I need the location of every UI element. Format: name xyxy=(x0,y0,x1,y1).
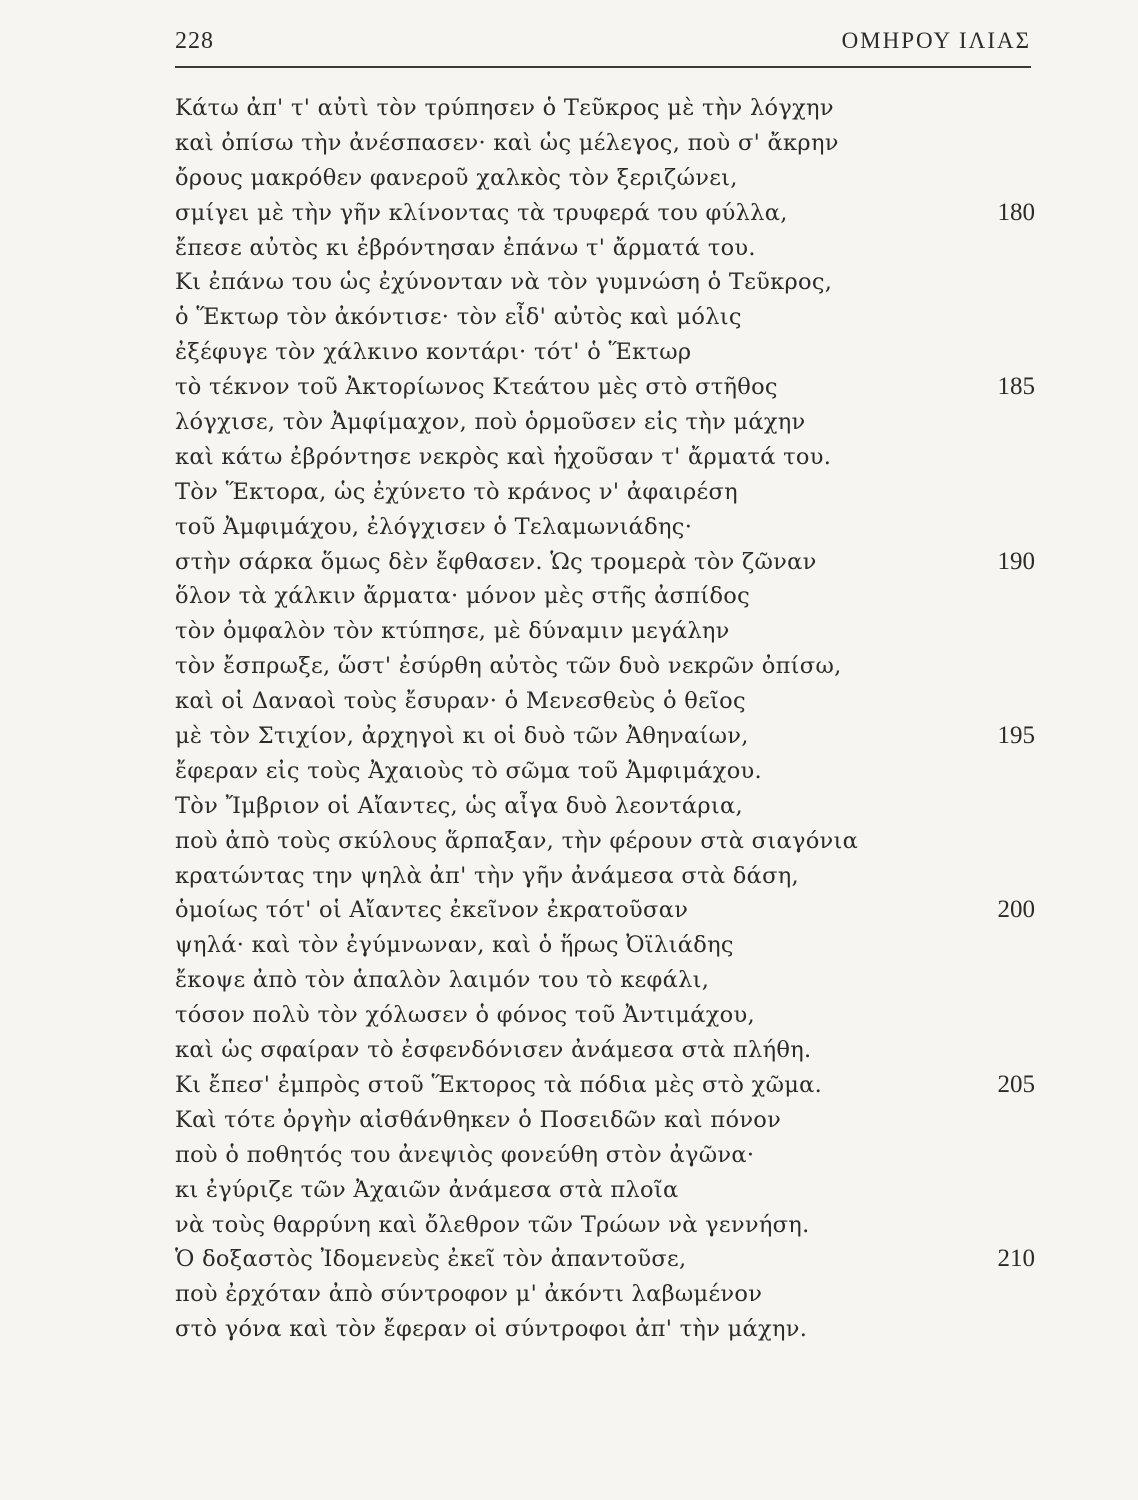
verse-line xyxy=(175,1277,1035,1312)
verse-line xyxy=(175,789,1035,824)
verse-text: ἔπεσε αὐτὸς κι ἐβρόντησαν ἐπάνω τ' ἄρματά του. xyxy=(175,234,756,261)
verse-text: κι ἐγύριζε τῶν Ἀχαιῶν ἀνάμεσα στὰ πλοῖα xyxy=(175,1176,679,1203)
verse-line xyxy=(175,1173,1035,1208)
verse-number: 205 xyxy=(997,1070,1035,1098)
verse-line xyxy=(175,1033,1035,1068)
verse-number: 190 xyxy=(997,547,1035,575)
verse-text: Τὸν Ἕκτορα, ὡς ἐχύνετο τὸ κράνος ν' ἀφαιρέση xyxy=(175,478,738,505)
verse-text: τὸν ὀμφαλὸν τὸν κτύπησε, μὲ δύναμιν μεγάλην xyxy=(175,618,730,645)
verse-line xyxy=(175,440,1035,475)
verse-text: Κι ἐπάνω του ὡς ἐχύνονταν νὰ τὸν γυμνώση ὁ Τεῦκρος, xyxy=(175,269,833,296)
verse-line xyxy=(175,614,1035,649)
verse-number: 180 xyxy=(997,198,1035,226)
verse-line xyxy=(175,1138,1035,1173)
verse-line xyxy=(175,265,1035,300)
verse-text: ἐξέφυγε τὸν χάλκινο κοντάρι· τότ' ὁ Ἕκτωρ xyxy=(175,339,692,366)
verse-text: ποὺ ἀπὸ τοὺς σκύλους ἅρπαξαν, τὴν φέρουν στὰ σιαγόνια xyxy=(175,827,859,854)
verse-line xyxy=(175,928,1035,963)
verse-text: Καὶ τότε ὀργὴν αἰσθάνθηκεν ὁ Ποσειδῶν καὶ πόνον xyxy=(175,1106,782,1133)
verse-text: λόγχισε, τὸν Ἀμφίμαχον, ποὺ ὁρμοῦσεν εἰς τὴν μάχην xyxy=(175,409,806,436)
verse-text: Κάτω ἀπ' τ' αὐτὶ τὸν τρύπησεν ὁ Τεῦκρος μὲ τὴν λόγχην xyxy=(175,95,834,121)
verse-line xyxy=(175,335,1035,370)
verse-text: τὸν ἔσπρωξε, ὥστ' ἐσύρθη αὐτὸς τῶν δυὸ νεκρῶν ὀπίσω, xyxy=(175,653,842,680)
verse-text: καὶ ὡς σφαίραν τὸ ἐσφενδόνισεν ἀνάμεσα στὰ πλήθη. xyxy=(175,1037,812,1064)
verse-text: καὶ κάτω ἐβρόντησε νεκρὸς καὶ ἠχοῦσαν τ' ἄρματά του. xyxy=(175,443,832,470)
verse-line xyxy=(175,649,1035,684)
verse-line xyxy=(175,231,1035,266)
verse-line xyxy=(175,405,1035,440)
verse-line xyxy=(175,300,1035,335)
verse-line xyxy=(175,196,1035,231)
verse-text: ποὺ ἐρχόταν ἀπὸ σύντροφον μ' ἀκόντι λαβωμένον xyxy=(175,1281,763,1308)
verse-text: σμίγει μὲ τὴν γῆν κλίνοντας τὰ τρυφερά του φύλλα, xyxy=(175,199,788,226)
verse-line xyxy=(175,859,1035,894)
verse-line xyxy=(175,684,1035,719)
verse-line xyxy=(175,719,1035,754)
verse-line xyxy=(175,370,1035,405)
verse-line xyxy=(175,754,1035,789)
verse-line xyxy=(175,963,1035,998)
verse-line xyxy=(175,126,1035,161)
verse-text: καὶ οἱ Δαναοὶ τοὺς ἔσυραν· ὁ Μενεσθεὺς ὁ θεῖος xyxy=(175,688,746,715)
verse-text: ποὺ ὁ ποθητός του ἀνεψιὸς φονεύθη στὸν ἀγῶνα· xyxy=(175,1141,755,1168)
verse-text: ὁ Ἕκτωρ τὸν ἀκόντισε· τὸν εἶδ' αὐτὸς καὶ μόλις xyxy=(175,304,742,331)
verse-number: 185 xyxy=(997,373,1035,401)
verse-text: κρατώντας την ψηλὰ ἀπ' τὴν γῆν ἀνάμεσα στὰ δάση, xyxy=(175,862,800,889)
running-title: ΟΜΗΡΟΥ ΙΛΙΑΣ xyxy=(841,28,1031,53)
verse-text: ὄρους μακρόθεν φανεροῦ χαλκὸς τὸν ξεριζώνει, xyxy=(175,164,738,191)
verse-number: 200 xyxy=(997,896,1035,924)
verse-text: καὶ ὀπίσω τὴν ἀνέσπασεν· καὶ ὡς μέλεγος, ποὺ σ' ἄκρην xyxy=(175,129,839,156)
verse-number: 195 xyxy=(997,722,1035,750)
verse-line xyxy=(175,579,1035,614)
verse-number: 210 xyxy=(997,1245,1035,1273)
verse-line xyxy=(175,1068,1035,1103)
verse-text: μὲ τὸν Στιχίον, ἀρχηγοὶ κι οἱ δυὸ τῶν Ἀθηναίων, xyxy=(175,723,749,750)
verse-text: Ὁ δοξαστὸς Ἰδομενεὺς ἐκεῖ τὸν ἀπαντοῦσε, xyxy=(175,1246,687,1273)
verse-text: ὁμοίως τότ' οἱ Αἴαντες ἐκεῖνον ἐκρατοῦσαν xyxy=(175,897,689,924)
verse-text: στὴν σάρκα ὅμως δὲν ἔφθασεν. Ὡς τρομερὰ τὸν ζῶναν xyxy=(175,548,817,575)
verse-line xyxy=(175,475,1035,510)
verse-line xyxy=(175,893,1035,928)
verse-text: Τὸν Ἴμβριον οἱ Αἴαντες, ὡς αἶγα δυὸ λεοντάρια, xyxy=(175,792,744,819)
verse-line xyxy=(175,510,1035,545)
verse-text: νὰ τοὺς θαρρύνη καὶ ὄλεθρον τῶν Τρώων νὰ γεννήση. xyxy=(175,1211,810,1238)
verse-text: στὸ γόνα καὶ τὸν ἔφεραν οἱ σύντροφοι ἀπ' τὴν μάχην. xyxy=(175,1316,808,1343)
verse-line xyxy=(175,545,1035,580)
verse-line xyxy=(175,1103,1035,1138)
page-header xyxy=(175,26,1031,66)
verse-line xyxy=(175,1208,1035,1243)
verse-line xyxy=(175,824,1035,859)
verse-text: τόσον πολὺ τὸν χόλωσεν ὁ φόνος τοῦ Ἀντιμάχου, xyxy=(175,1002,755,1029)
verse-text: τὸ τέκνον τοῦ Ἀκτορίωνος Κτεάτου μὲς στὸ στῆθος xyxy=(175,374,778,401)
verse-line xyxy=(175,161,1035,196)
verse-text: ὅλον τὰ χάλκιν ἄρματα· μόνον μὲς στῆς ἀσπίδος xyxy=(175,583,751,610)
verse-line xyxy=(175,1242,1035,1277)
verse-block xyxy=(175,91,1035,1347)
verse-line xyxy=(175,998,1035,1033)
verse-text: ψηλά· καὶ τὸν ἐγύμνωναν, καὶ ὁ ἥρως Ὀϊλιάδης xyxy=(175,932,734,959)
verse-text: Κι ἔπεσ' ἐμπρὸς στοῦ Ἕκτορος τὰ πόδια μὲς στὸ χῶμα. xyxy=(175,1071,823,1098)
page-number: 228 xyxy=(175,28,214,54)
verse-line xyxy=(175,1312,1035,1347)
verse-text: ἔφεραν εἰς τοὺς Ἀχαιοὺς τὸ σῶμα τοῦ Ἀμφιμάχου. xyxy=(175,757,762,784)
header-rule xyxy=(175,66,1031,68)
verse-text: τοῦ Ἀμφιμάχου, ἐλόγχισεν ὁ Τελαμωνιάδης· xyxy=(175,513,693,540)
verse-line xyxy=(175,91,1035,126)
verse-text: ἔκοψε ἀπὸ τὸν ἁπαλὸν λαιμόν του τὸ κεφάλι, xyxy=(175,967,710,994)
